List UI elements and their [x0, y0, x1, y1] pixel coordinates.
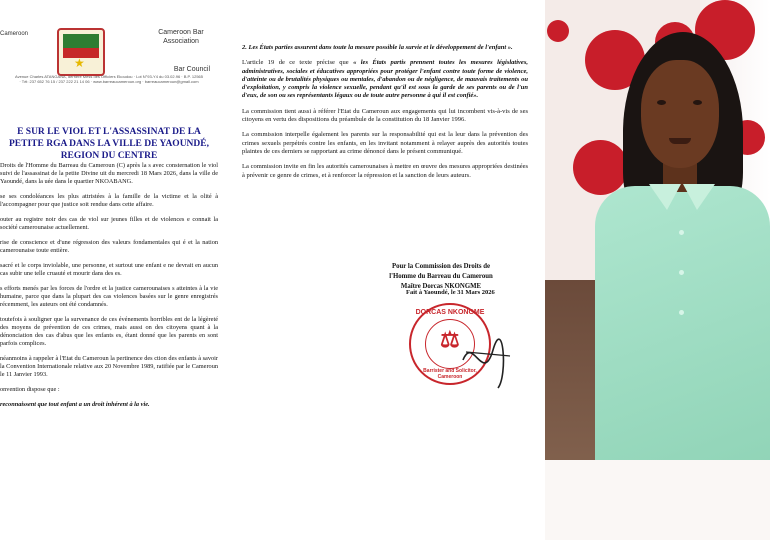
girl-face [641, 60, 719, 168]
sig-line-2: l'Homme du Barreau du Cameroun [389, 273, 493, 280]
article-19-quote: « les États partis prennent toutes les mesures législatives, administratives, sociales et éducatives appropriées pour protéger l'enfant contre toute forme de violence, d'atteinte ou de brutalités physiques ou mentales, d'abandon ou de négligence, de mauvais traitements ou d'exploitation, y compris la violence sexuelle, pendant qu'il est sous la garde de ses parents ou de l'un d'eux, de son ou ses représentants légaux ou de toute autre personne à qui il est confié». [242, 59, 528, 100]
letterhead-left: Cameroon [0, 31, 29, 37]
paragraph: La commission invite en fin les autorités camerounaises à mettre en œuvre des mesures appropriées destinées à prévenir ce genre de crimes, et à renforcer la répression et la sanction de leurs auteurs. [242, 163, 528, 179]
stamp-bottom-text: Barrister and Solicitor, Cameroon [423, 368, 477, 380]
signature-date: Fait à Yaoundé, le 31 Mars 2026 [406, 289, 495, 296]
stamp-top-text: DORCAS NKONGME [415, 309, 485, 316]
victim-photo [545, 0, 770, 540]
paragraph: toutefois à souligner que la survenance de ces événements horribles ent de la légèreté des moyens de prévention de ces crimes, mais aussi on des citoyens quant à la dénonciation des cas d'abus que les enfants es, étant donné que les parents en sont parfois complices. [0, 316, 218, 347]
article-19-intro: L'article 19 de ce texte précise que [242, 59, 354, 67]
paragraph: onvention dispose que : [0, 386, 60, 393]
page2-body [242, 44, 528, 187]
document-page-1 [0, 0, 228, 540]
scales-of-justice-icon: ⚖ [440, 327, 460, 352]
paragraph: se ses condoléances les plus attristées à la famille de la victime et la olité à l'accompagner pour que justice soit rendue dans cette affaire. [0, 193, 218, 208]
sig-line-1: Pour la Commission des Droits de [391, 263, 491, 270]
document-title: E SUR LE VIOL ET L'ASSASSINAT DE LA PETITE RGA DANS LA VILLE DE YAOUNDÉ, REGION DU CENTRE [9, 127, 209, 161]
convention-quote: reconnaissent que tout enfant a un droit inhérent à la vie. [0, 401, 150, 408]
paragraph: Droits de l'Homme du Barreau du Cameroun (C) après la s avec consternation le viol suivi de l'assassinat de la petite Divine uit du mercredi 18 Mars 2026, dans la ville de Yaoundé, dans la uée dans le quartier NKOABANG. [0, 162, 218, 185]
signatory-name: Maître Dorcas NKONGME [400, 283, 482, 290]
letterhead-association: Cameroon Bar Association [158, 29, 204, 45]
page1-body [0, 162, 218, 416]
paragraph: La commission tient aussi à référer l'Etat du Cameroun aux engagements qui lui incombent vis-à-vis de ses citoyens en vertu des dispositions du préambule de la constitution du 18 Janvier 1996. [242, 107, 528, 124]
signature-block [366, 262, 516, 292]
balloon-decoration [573, 140, 628, 195]
paragraph: rise de conscience et d'une régression des valeurs fondamentales qui é et la nation camerounaise toute entière. [0, 239, 218, 254]
paragraph: La commission interpelle également les parents sur la responsabilité qui est la leur dans la prévention des crimes sexuels perpétrés contre les enfants, en les invitant notamment à relayer auprès des autorités toutes plaintes de ces derniers se rapportant au crime dénoncé dans le présent communiqué. [242, 131, 528, 155]
balloon-decoration [547, 20, 569, 42]
paragraph: outer au registre noir des cas de viol sur jeunes filles et de violences e connait la société camerounaise actuellement. [0, 216, 218, 231]
letterhead-address: Avenue Charles ATANGANA, derrière Mess des Officiers Ekoudou · Lot N°93-Y4 du 03.02.96 · B.P. 12565 · Tél: 237 652 76 15 / 237 222 21 14 06 · www.barreaucameroun.org · barreaucameroun@gmail.com [15, 74, 203, 84]
article-6-text: 2. Les États parties assurent dans toute la mesure possible la survie et le développement de l'enfant ». [242, 44, 513, 51]
paragraph: s efforts menés par les forces de l'ordre et la justice camerounaises s atteintes à la vie humaine, parce que dans la plupart des cas violences basées sur le genre enregistrés récemment, les auteurs ont été condamnés. [0, 285, 218, 308]
paragraph: sacré et le corps inviolable, une personne, et surtout une enfant e ne devrait en aucun cas subir une telle cruauté et mourir dans des es. [0, 262, 218, 277]
coat-of-arms-icon: ★ [57, 28, 105, 76]
handwritten-signature [458, 330, 518, 390]
article-19-paragraph [242, 59, 528, 100]
letterhead-council: Bar Council [173, 66, 210, 73]
document-page-2 [236, 0, 536, 540]
paragraph: néanmoins à rappeler à l'Etat du Cameroun la pertinence des ction des enfants à savoir la Convention Internationale relative aux 20 Novembre 1989, ratifiée par le Cameroun le 11 Janvier 1993. [0, 355, 218, 378]
